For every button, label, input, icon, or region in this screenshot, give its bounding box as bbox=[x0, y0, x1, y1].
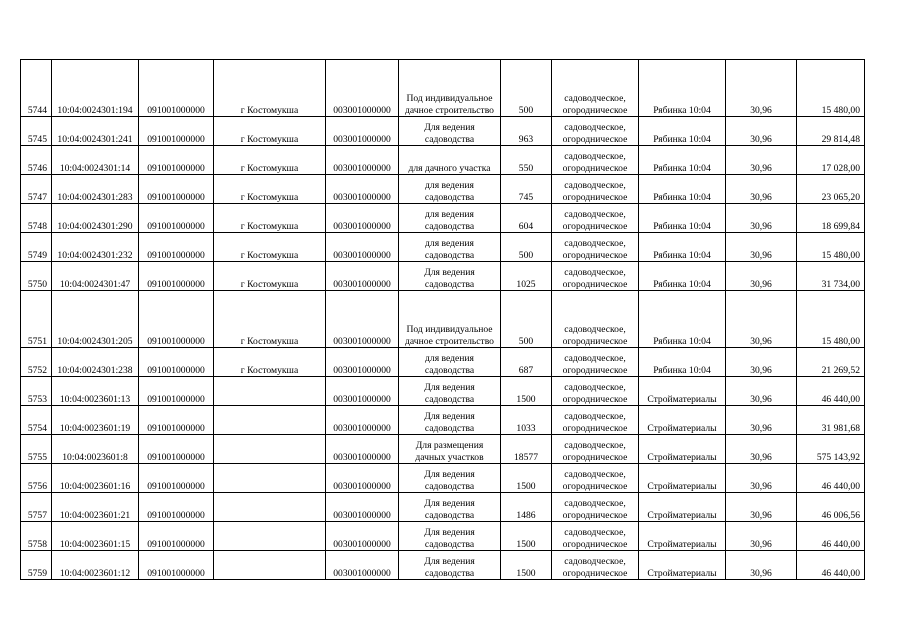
okato-code: 003001000000 bbox=[326, 117, 399, 146]
cadastral-zone: Рябинка 10:04 bbox=[639, 204, 726, 233]
table-row bbox=[21, 262, 865, 291]
settlement bbox=[214, 493, 326, 522]
row-number: 5756 bbox=[21, 464, 52, 493]
table-row bbox=[21, 348, 865, 377]
oktmo-code: 091001000000 bbox=[139, 551, 214, 580]
permitted-use: Для ведения садоводства bbox=[399, 551, 501, 580]
settlement bbox=[214, 377, 326, 406]
specific-value: 30,96 bbox=[726, 175, 797, 204]
cadastral-zone: Стройматериалы bbox=[639, 464, 726, 493]
permitted-use: Для ведения садоводства bbox=[399, 522, 501, 551]
settlement: г Костомукша bbox=[214, 291, 326, 348]
cadastral-number: 10:04:0024301:241 bbox=[52, 117, 139, 146]
table-row bbox=[21, 291, 865, 348]
settlement bbox=[214, 406, 326, 435]
cadastral-value: 29 814,48 bbox=[797, 117, 865, 146]
oktmo-code: 091001000000 bbox=[139, 464, 214, 493]
permitted-use: Для ведения садоводства bbox=[399, 464, 501, 493]
permitted-use: Под индивидуальное дачное строительство bbox=[399, 60, 501, 117]
specific-value: 30,96 bbox=[726, 522, 797, 551]
cadastral-number: 10:04:0024301:238 bbox=[52, 348, 139, 377]
okato-code: 003001000000 bbox=[326, 348, 399, 377]
cadastral-value-table bbox=[20, 59, 865, 580]
cadastral-value: 46 440,00 bbox=[797, 551, 865, 580]
area-value: 1500 bbox=[501, 377, 552, 406]
specific-value: 30,96 bbox=[726, 348, 797, 377]
row-number: 5752 bbox=[21, 348, 52, 377]
use-category: садоводческое, огородническое bbox=[552, 262, 639, 291]
row-number: 5754 bbox=[21, 406, 52, 435]
oktmo-code: 091001000000 bbox=[139, 262, 214, 291]
cadastral-number: 10:04:0024301:290 bbox=[52, 204, 139, 233]
permitted-use: для ведения садоводства bbox=[399, 348, 501, 377]
area-value: 687 bbox=[501, 348, 552, 377]
use-category: садоводческое, огородническое bbox=[552, 146, 639, 175]
table-row bbox=[21, 117, 865, 146]
cadastral-zone: Рябинка 10:04 bbox=[639, 175, 726, 204]
specific-value: 30,96 bbox=[726, 233, 797, 262]
row-number: 5755 bbox=[21, 435, 52, 464]
okato-code: 003001000000 bbox=[326, 522, 399, 551]
use-category: садоводческое, огородническое bbox=[552, 291, 639, 348]
permitted-use: Для ведения садоводства bbox=[399, 493, 501, 522]
oktmo-code: 091001000000 bbox=[139, 117, 214, 146]
specific-value: 30,96 bbox=[726, 204, 797, 233]
okato-code: 003001000000 bbox=[326, 291, 399, 348]
area-value: 500 bbox=[501, 291, 552, 348]
cadastral-value: 17 028,00 bbox=[797, 146, 865, 175]
settlement: г Костомукша bbox=[214, 348, 326, 377]
cadastral-number: 10:04:0024301:47 bbox=[52, 262, 139, 291]
okato-code: 003001000000 bbox=[326, 464, 399, 493]
row-number: 5747 bbox=[21, 175, 52, 204]
cadastral-number: 10:04:0023601:16 bbox=[52, 464, 139, 493]
table-row bbox=[21, 551, 865, 580]
cadastral-zone: Стройматериалы bbox=[639, 551, 726, 580]
use-category: садоводческое, огородническое bbox=[552, 204, 639, 233]
settlement bbox=[214, 464, 326, 493]
area-value: 550 bbox=[501, 146, 552, 175]
row-number: 5753 bbox=[21, 377, 52, 406]
specific-value: 30,96 bbox=[726, 464, 797, 493]
permitted-use: для дачного участка bbox=[399, 146, 501, 175]
okato-code: 003001000000 bbox=[326, 493, 399, 522]
settlement bbox=[214, 522, 326, 551]
cadastral-zone: Рябинка 10:04 bbox=[639, 233, 726, 262]
cadastral-value: 46 440,00 bbox=[797, 522, 865, 551]
area-value: 18577 bbox=[501, 435, 552, 464]
oktmo-code: 091001000000 bbox=[139, 348, 214, 377]
specific-value: 30,96 bbox=[726, 435, 797, 464]
settlement: г Костомукша bbox=[214, 60, 326, 117]
cadastral-value: 23 065,20 bbox=[797, 175, 865, 204]
row-number: 5758 bbox=[21, 522, 52, 551]
permitted-use: Для ведения садоводства bbox=[399, 406, 501, 435]
use-category: садоводческое, огородническое bbox=[552, 406, 639, 435]
okato-code: 003001000000 bbox=[326, 60, 399, 117]
permitted-use: для ведения садоводства bbox=[399, 175, 501, 204]
area-value: 963 bbox=[501, 117, 552, 146]
specific-value: 30,96 bbox=[726, 60, 797, 117]
area-value: 1033 bbox=[501, 406, 552, 435]
area-value: 745 bbox=[501, 175, 552, 204]
permitted-use: для ведения садоводства bbox=[399, 204, 501, 233]
settlement bbox=[214, 435, 326, 464]
oktmo-code: 091001000000 bbox=[139, 60, 214, 117]
cadastral-number: 10:04:0023601:13 bbox=[52, 377, 139, 406]
cadastral-number: 10:04:0024301:232 bbox=[52, 233, 139, 262]
oktmo-code: 091001000000 bbox=[139, 146, 214, 175]
row-number: 5748 bbox=[21, 204, 52, 233]
settlement: г Костомукша bbox=[214, 146, 326, 175]
cadastral-number: 10:04:0023601:15 bbox=[52, 522, 139, 551]
use-category: садоводческое, огородническое bbox=[552, 377, 639, 406]
table-row bbox=[21, 233, 865, 262]
cadastral-value: 18 699,84 bbox=[797, 204, 865, 233]
row-number: 5749 bbox=[21, 233, 52, 262]
use-category: садоводческое, огородническое bbox=[552, 117, 639, 146]
table-row bbox=[21, 493, 865, 522]
cadastral-value: 46 440,00 bbox=[797, 464, 865, 493]
row-number: 5757 bbox=[21, 493, 52, 522]
table-row bbox=[21, 146, 865, 175]
cadastral-zone: Стройматериалы bbox=[639, 493, 726, 522]
use-category: садоводческое, огородническое bbox=[552, 551, 639, 580]
table-row bbox=[21, 60, 865, 117]
row-number: 5759 bbox=[21, 551, 52, 580]
cadastral-zone: Рябинка 10:04 bbox=[639, 262, 726, 291]
use-category: садоводческое, огородническое bbox=[552, 522, 639, 551]
okato-code: 003001000000 bbox=[326, 175, 399, 204]
specific-value: 30,96 bbox=[726, 117, 797, 146]
table-row bbox=[21, 522, 865, 551]
permitted-use: Для размещения дачных участков bbox=[399, 435, 501, 464]
area-value: 1486 bbox=[501, 493, 552, 522]
cadastral-number: 10:04:0024301:283 bbox=[52, 175, 139, 204]
oktmo-code: 091001000000 bbox=[139, 493, 214, 522]
cadastral-number: 10:04:0024301:14 bbox=[52, 146, 139, 175]
specific-value: 30,96 bbox=[726, 406, 797, 435]
cadastral-value: 46 440,00 bbox=[797, 377, 865, 406]
area-value: 1025 bbox=[501, 262, 552, 291]
use-category: садоводческое, огородническое bbox=[552, 233, 639, 262]
cadastral-zone: Рябинка 10:04 bbox=[639, 146, 726, 175]
area-value: 1500 bbox=[501, 522, 552, 551]
row-number: 5746 bbox=[21, 146, 52, 175]
oktmo-code: 091001000000 bbox=[139, 233, 214, 262]
cadastral-zone: Рябинка 10:04 bbox=[639, 291, 726, 348]
area-value: 500 bbox=[501, 233, 552, 262]
cadastral-value: 575 143,92 bbox=[797, 435, 865, 464]
specific-value: 30,96 bbox=[726, 493, 797, 522]
settlement: г Костомукша bbox=[214, 204, 326, 233]
area-value: 1500 bbox=[501, 464, 552, 493]
table-row bbox=[21, 204, 865, 233]
permitted-use: Для ведения садоводства bbox=[399, 117, 501, 146]
row-number: 5744 bbox=[21, 60, 52, 117]
okato-code: 003001000000 bbox=[326, 262, 399, 291]
cadastral-number: 10:04:0023601:21 bbox=[52, 493, 139, 522]
settlement: г Костомукша bbox=[214, 233, 326, 262]
use-category: садоводческое, огородническое bbox=[552, 435, 639, 464]
permitted-use: Для ведения садоводства bbox=[399, 262, 501, 291]
area-value: 1500 bbox=[501, 551, 552, 580]
settlement: г Костомукша bbox=[214, 175, 326, 204]
area-value: 604 bbox=[501, 204, 552, 233]
okato-code: 003001000000 bbox=[326, 551, 399, 580]
oktmo-code: 091001000000 bbox=[139, 291, 214, 348]
cadastral-zone: Стройматериалы bbox=[639, 406, 726, 435]
settlement: г Костомукша bbox=[214, 117, 326, 146]
use-category: садоводческое, огородническое bbox=[552, 493, 639, 522]
use-category: садоводческое, огородническое bbox=[552, 60, 639, 117]
okato-code: 003001000000 bbox=[326, 204, 399, 233]
cadastral-number: 10:04:0023601:12 bbox=[52, 551, 139, 580]
table-row bbox=[21, 435, 865, 464]
table-row bbox=[21, 464, 865, 493]
use-category: садоводческое, огородническое bbox=[552, 464, 639, 493]
cadastral-value: 15 480,00 bbox=[797, 233, 865, 262]
cadastral-zone: Стройматериалы bbox=[639, 435, 726, 464]
use-category: садоводческое, огородническое bbox=[552, 175, 639, 204]
row-number: 5745 bbox=[21, 117, 52, 146]
table-row bbox=[21, 406, 865, 435]
okato-code: 003001000000 bbox=[326, 233, 399, 262]
cadastral-value: 31 981,68 bbox=[797, 406, 865, 435]
specific-value: 30,96 bbox=[726, 377, 797, 406]
okato-code: 003001000000 bbox=[326, 377, 399, 406]
cadastral-number: 10:04:0024301:205 bbox=[52, 291, 139, 348]
settlement bbox=[214, 551, 326, 580]
oktmo-code: 091001000000 bbox=[139, 175, 214, 204]
oktmo-code: 091001000000 bbox=[139, 204, 214, 233]
cadastral-number: 10:04:0023601:8 bbox=[52, 435, 139, 464]
permitted-use: Для ведения садоводства bbox=[399, 377, 501, 406]
cadastral-value: 31 734,00 bbox=[797, 262, 865, 291]
specific-value: 30,96 bbox=[726, 291, 797, 348]
cadastral-zone: Рябинка 10:04 bbox=[639, 348, 726, 377]
table-row bbox=[21, 175, 865, 204]
oktmo-code: 091001000000 bbox=[139, 435, 214, 464]
cadastral-value: 21 269,52 bbox=[797, 348, 865, 377]
settlement: г Костомукша bbox=[214, 262, 326, 291]
okato-code: 003001000000 bbox=[326, 435, 399, 464]
cadastral-number: 10:04:0024301:194 bbox=[52, 60, 139, 117]
cadastral-value: 46 006,56 bbox=[797, 493, 865, 522]
okato-code: 003001000000 bbox=[326, 146, 399, 175]
oktmo-code: 091001000000 bbox=[139, 406, 214, 435]
cadastral-zone: Рябинка 10:04 bbox=[639, 60, 726, 117]
specific-value: 30,96 bbox=[726, 551, 797, 580]
okato-code: 003001000000 bbox=[326, 406, 399, 435]
cadastral-zone: Стройматериалы bbox=[639, 522, 726, 551]
specific-value: 30,96 bbox=[726, 262, 797, 291]
table-row bbox=[21, 377, 865, 406]
cadastral-zone: Стройматериалы bbox=[639, 377, 726, 406]
oktmo-code: 091001000000 bbox=[139, 377, 214, 406]
cadastral-value: 15 480,00 bbox=[797, 60, 865, 117]
cadastral-number: 10:04:0023601:19 bbox=[52, 406, 139, 435]
permitted-use: Под индивидуальное дачное строительство bbox=[399, 291, 501, 348]
use-category: садоводческое, огородническое bbox=[552, 348, 639, 377]
specific-value: 30,96 bbox=[726, 146, 797, 175]
area-value: 500 bbox=[501, 60, 552, 117]
permitted-use: для ведения садоводства bbox=[399, 233, 501, 262]
row-number: 5751 bbox=[21, 291, 52, 348]
row-number: 5750 bbox=[21, 262, 52, 291]
oktmo-code: 091001000000 bbox=[139, 522, 214, 551]
cadastral-value: 15 480,00 bbox=[797, 291, 865, 348]
cadastral-zone: Рябинка 10:04 bbox=[639, 117, 726, 146]
